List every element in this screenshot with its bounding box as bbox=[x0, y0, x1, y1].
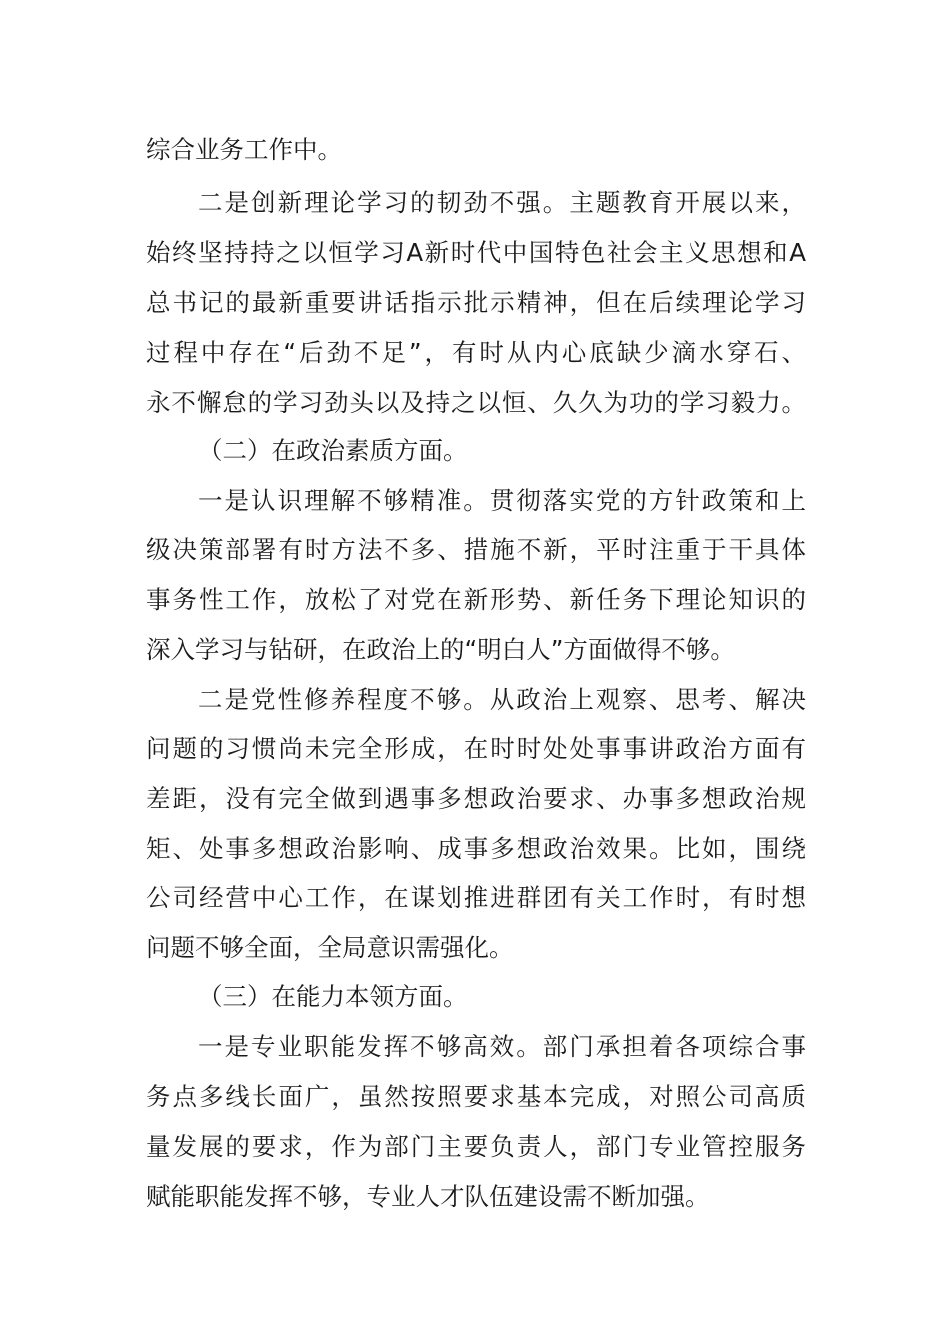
text-line: 一是专业职能发挥不够高效。部门承担着各项综合事 bbox=[198, 1032, 806, 1061]
text-line: 矩、处事多想政治影响、成事多想政治效果。比如，围绕 bbox=[146, 834, 806, 863]
text-line: 赋能职能发挥不够，专业人才队伍建设需不断加强。 bbox=[146, 1182, 710, 1211]
text-line: 差距，没有完全做到遇事多想政治要求、办事多想政治规 bbox=[146, 784, 806, 813]
text-line: 总书记的最新重要讲话指示批示精神，但在后续理论学习 bbox=[146, 288, 806, 317]
text-line: 务点多线长面广，虽然按照要求基本完成，对照公司高质 bbox=[146, 1082, 806, 1111]
text-line: 永不懈怠的学习劲头以及持之以恒、久久为功的学习毅力。 bbox=[146, 388, 806, 417]
text-line: 综合业务工作中。 bbox=[146, 135, 342, 164]
text-line: 二是创新理论学习的韧劲不强。主题教育开展以来， bbox=[198, 188, 806, 217]
text-line: 事务性工作，放松了对党在新形势、新任务下理论知识的 bbox=[146, 585, 806, 614]
text-line: 问题的习惯尚未完全形成，在时时处处事事讲政治方面有 bbox=[146, 734, 806, 763]
section-heading: （二）在政治素质方面。 bbox=[198, 436, 468, 465]
text-line: 问题不够全面，全局意识需强化。 bbox=[146, 933, 514, 962]
text-line: 二是党性修养程度不够。从政治上观察、思考、解决 bbox=[198, 685, 806, 714]
text-line: 过程中存在“后劲不足”，有时从内心底缺少滴水穿石、 bbox=[146, 338, 806, 367]
text-line: 始终坚持持之以恒学习A新时代中国特色社会主义思想和A bbox=[146, 238, 806, 267]
text-line: 公司经营中心工作，在谋划推进群团有关工作时，有时想 bbox=[146, 883, 806, 912]
text-line: 级决策部署有时方法不多、措施不新，平时注重于干具体 bbox=[146, 535, 806, 564]
text-line: 量发展的要求，作为部门主要负责人，部门专业管控服务 bbox=[146, 1132, 806, 1161]
text-line: 深入学习与钻研，在政治上的“明白人”方面做得不够。 bbox=[146, 635, 735, 664]
text-line: 一是认识理解不够精准。贯彻落实党的方针政策和上 bbox=[198, 486, 806, 515]
section-heading: （三）在能力本领方面。 bbox=[198, 982, 468, 1011]
